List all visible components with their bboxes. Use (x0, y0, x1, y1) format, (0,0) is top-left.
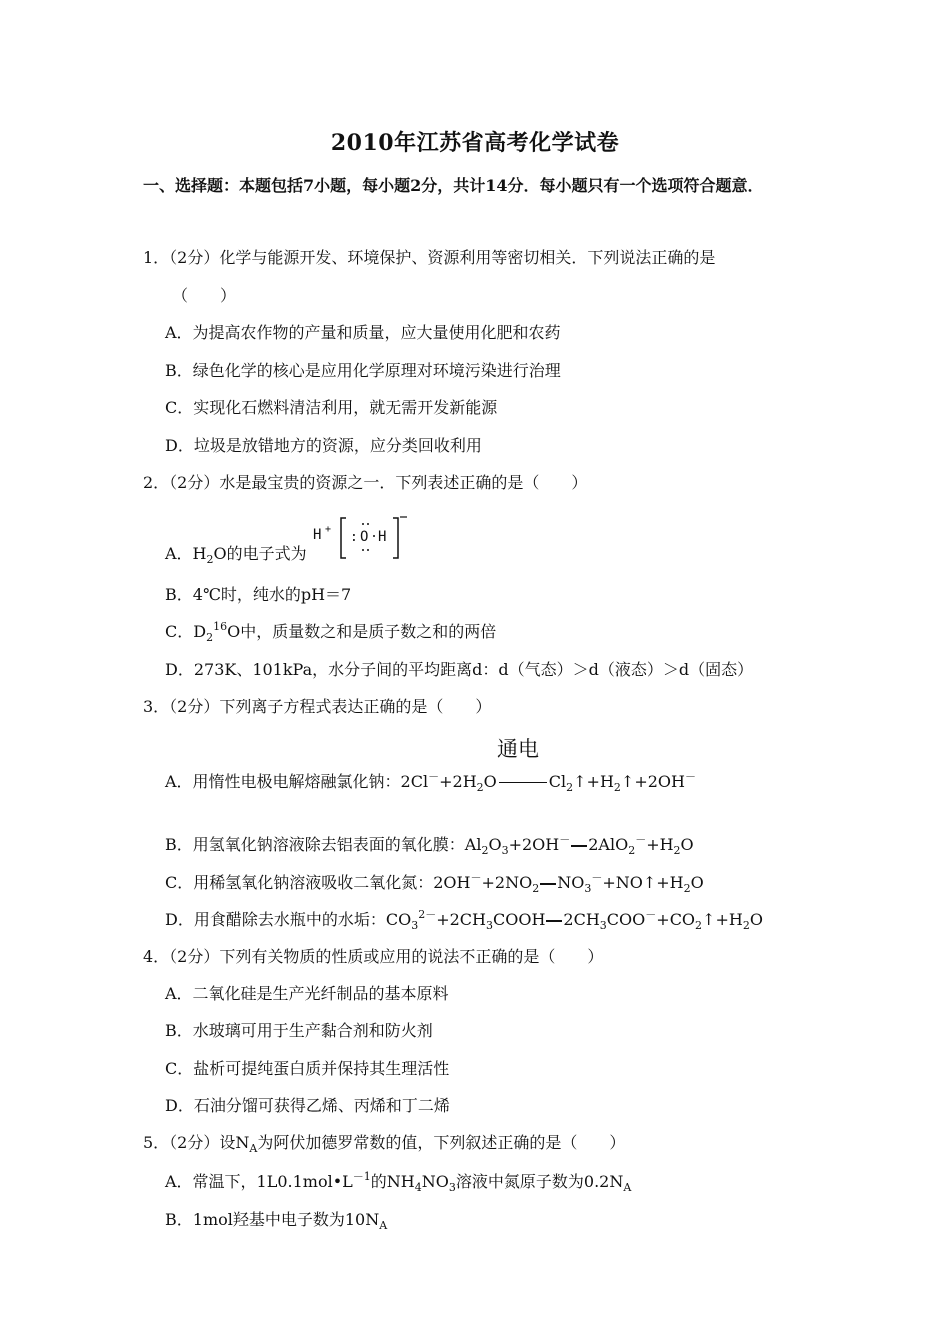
question-2-stem: 2．（2分）水是最宝贵的资源之一．下列表述正确的是（ ） (143, 473, 588, 492)
question-3-option-b[interactable]: B．用氢氧化钠溶液除去铝表面的氧化膜：$Al_2O_3+2OH^-$ $2AlO_2^-+H_2O$ (165, 833, 694, 857)
question-4-option-c[interactable]: C．盐析可提纯蛋白质并保持其生理活性 (165, 1059, 450, 1078)
svg-text:H: H (313, 527, 322, 543)
question-2-option-b[interactable]: B．4℃时，纯水的pH＝7 (165, 585, 352, 604)
water-electron-formula-image (312, 512, 412, 562)
question-1-paren: （ ） (172, 286, 237, 305)
question-3-stem: 3．（2分）下列离子方程式表达正确的是（ ） (143, 697, 492, 716)
question-1-option-d[interactable]: D．垃圾是放错地方的资源，应分类回收利用 (165, 436, 482, 455)
question-4-stem: 4．（2分）下列有关物质的性质或应用的说法不正确的是（ ） (143, 947, 604, 966)
question-3-option-a[interactable]: A．用惰性电极电解熔融氯化钠：$2Cl^-+2H_2O$ $Cl_2↑+H_2↑+2OH^-$ (165, 770, 696, 794)
question-4-option-b[interactable]: B．水玻璃可用于生产黏合剂和防火剂 (165, 1021, 433, 1040)
question-1-option-b[interactable]: B．绿色化学的核心是应用化学原理对环境污染进行治理 (165, 361, 561, 380)
svg-text:O: O (360, 529, 369, 545)
page-title: 2010年江苏省高考化学试卷 (330, 130, 620, 156)
question-5-option-b[interactable]: B．1mol羟基中电子数为$10N_A$ (165, 1210, 388, 1232)
question-2-option-c[interactable]: C．$D_2^{16}O$中，质量数之和是质子数之和的两倍 (165, 620, 497, 644)
question-1-option-a[interactable]: A．为提高农作物的产量和质量，应大量使用化肥和农药 (165, 323, 561, 342)
svg-text::: : (350, 530, 358, 545)
question-4-option-a[interactable]: A．二氧化硅是生产光纤制品的基本原料 (165, 984, 449, 1003)
question-3-option-d[interactable]: D．用食醋除去水瓶中的水垢：$CO_3^{2-}+2CH_3COOH$ $2CH_3COO^-+CO_2↑+H_2O$ (165, 908, 763, 932)
question-1-stem: 1．（2分）化学与能源开发、环境保护、资源利用等密切相关．下列说法正确的是 (143, 248, 716, 267)
question-4-option-d[interactable]: D．石油分馏可获得乙烯、丙烯和丁二烯 (165, 1096, 450, 1115)
question-2-option-a[interactable]: A．$H_2O$的电子式为 (165, 544, 307, 566)
question-5-stem: 5．（2分）设$N_A$为阿伏加德罗常数的值，下列叙述正确的是（ ） (143, 1133, 626, 1155)
electrolysis-condition-label: 通电 (497, 737, 539, 761)
svg-text:+: + (325, 524, 332, 535)
question-3-option-c[interactable]: C．用稀氢氧化钠溶液吸收二氧化氮：$2OH^-+2NO_2$ $NO_3^-+NO↑+H_2O$ (165, 871, 704, 895)
question-1-option-c[interactable]: C．实现化石燃料清洁利用，就无需开发新能源 (165, 398, 498, 417)
question-5-option-a[interactable]: A．常温下，$1L0.1mol•L^{-1}$的$NH_4NO_3$溶液中氮原子数为$0.2N_A$ (165, 1170, 632, 1194)
svg-text:H: H (378, 529, 387, 545)
section-heading: 一、选择题：本题包括7小题，每小题2分，共计14分．每小题只有一个选项符合题意． (143, 176, 764, 195)
question-2-option-d[interactable]: D．273K、101kPa，水分子间的平均距离d：d（气态）＞d（液态）＞d（固态） (165, 660, 754, 679)
reaction-arrow (499, 782, 547, 783)
